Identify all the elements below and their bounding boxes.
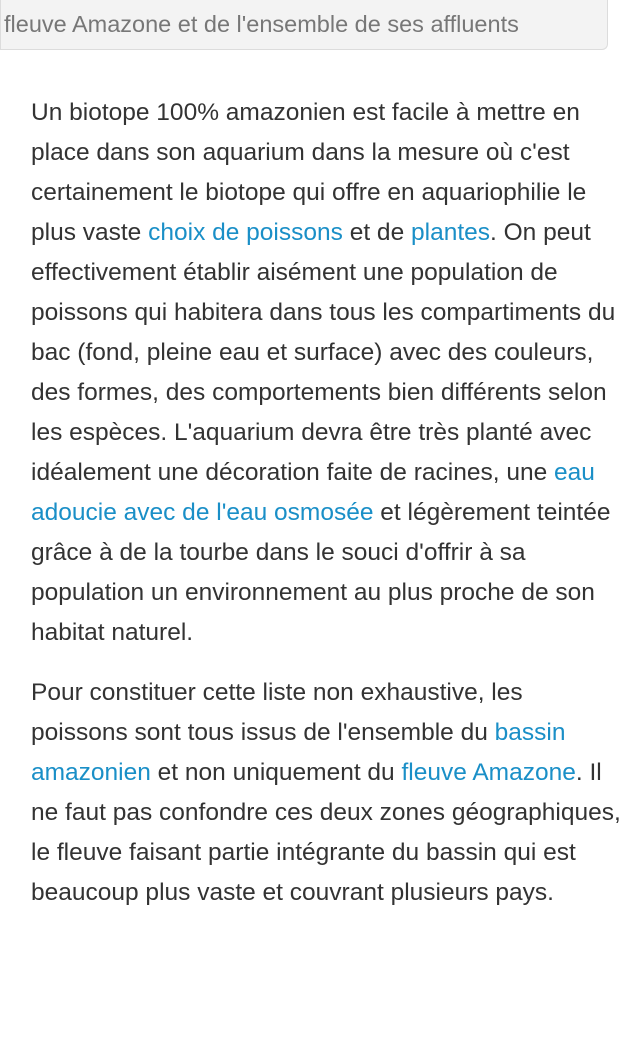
link-plantes[interactable]: plantes [411, 219, 491, 246]
paragraph-text: . Il ne faut pas confondre ces deux zones géographiques, le fleuve faisant partie intégrante du bassin qui est beaucoup plus vaste et couvrant plusieurs pays. [31, 759, 621, 906]
paragraph-text: Pour constituer cette liste non exhaustive, les poissons sont tous issus de l'ensemble du [31, 679, 523, 746]
paragraph-biotope-intro [31, 93, 621, 653]
paragraph-text: et de [342, 219, 411, 246]
paragraph-text: et non uniquement du [150, 759, 402, 786]
link-bassin-amazonien[interactable]: bassin amazonien [31, 719, 566, 786]
paragraph-species-list [31, 673, 621, 913]
link-eau-adoucie[interactable]: eau adoucie avec de l'eau osmosée [31, 459, 595, 526]
image-caption: fleuve Amazone et de l'ensemble de ses affluents [4, 11, 519, 37]
image-caption-box [0, 0, 608, 50]
article-body [31, 93, 621, 913]
link-fleuve-amazone[interactable]: fleuve Amazone [401, 759, 576, 786]
paragraph-text: Un biotope 100% amazonien est facile à mettre en place dans son aquarium dans la mesure où c'est certainement le biotope qui offre en aquariophilie le plus vaste [31, 99, 587, 246]
paragraph-text: . On peut effectivement établir aisément une population de poissons qui habitera dans tous les compartiments du bac (fond, pleine eau et surface) avec des couleurs, des formes, des comportements bien différents selon les espèces. L'aquarium devra être très planté avec idéalement une décoration faite de racines, une [31, 219, 616, 486]
paragraph-text: et légèrement teintée grâce à de la tourbe dans le souci d'offrir à sa population un environnement au plus proche de son habitat naturel. [31, 499, 611, 646]
link-choix-de-poissons[interactable]: choix de poissons [148, 219, 343, 246]
